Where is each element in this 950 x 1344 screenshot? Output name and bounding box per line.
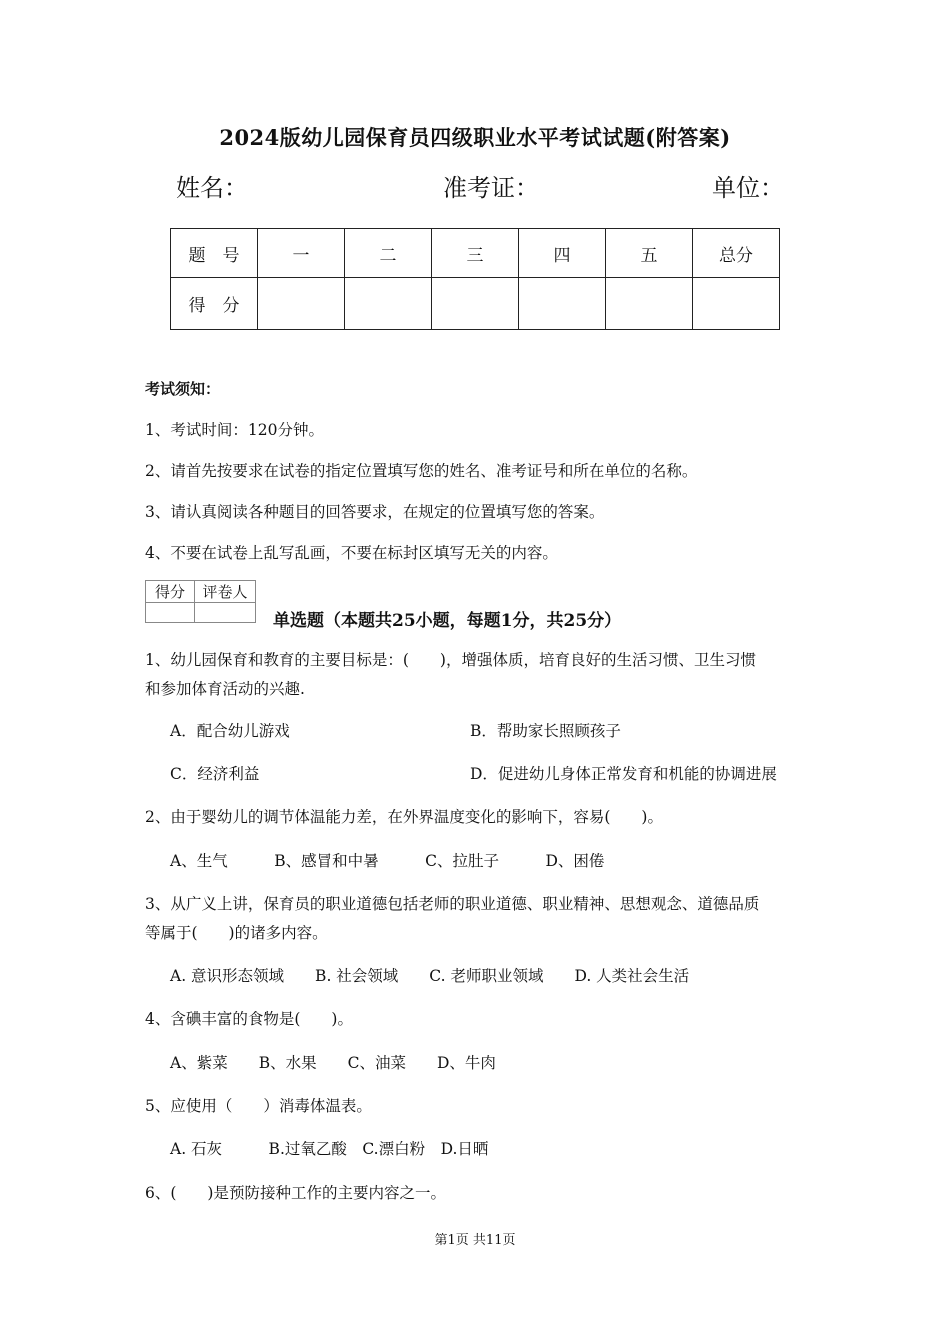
score-table-score-row [171, 278, 780, 330]
question-3-options: A. 意识形态领域 B. 社会领域 C. 老师职业领域 D. 人类社会生活 [170, 967, 690, 985]
question-2-options: A、生气 B、感冒和中暑 C、拉肚子 D、困倦 [170, 852, 605, 870]
score-header-cell: 三 [432, 229, 519, 278]
question-4-options: A、紫菜 B、水果 C、油菜 D、牛肉 [170, 1054, 496, 1072]
score-cell[interactable] [432, 278, 519, 330]
name-label: 姓名： [176, 174, 248, 202]
grader-score-label: 得分 [146, 581, 195, 603]
grader-score-cell[interactable] [146, 603, 195, 623]
grader-name-cell[interactable] [195, 603, 256, 623]
score-cell[interactable] [345, 278, 432, 330]
score-cell[interactable] [258, 278, 345, 330]
question-4-line1: 4、含碘丰富的食物是( )。 [145, 1010, 353, 1028]
question-5-line1: 5、应使用（ ）消毒体温表。 [145, 1097, 372, 1115]
question-5-options: A. 石灰 B.过氧乙酸 C.漂白粉 D.日晒 [170, 1140, 489, 1158]
score-cell[interactable] [693, 278, 780, 330]
section-title: 单选题（本题共25小题，每题1分，共25分） [273, 611, 622, 631]
score-header-cell: 题 号 [171, 229, 258, 278]
unit-label: 单位： [712, 174, 784, 202]
notice-item: 3、请认真阅读各种题目的回答要求，在规定的位置填写您的答案。 [145, 503, 605, 521]
score-header-cell: 一 [258, 229, 345, 278]
question-1-option-b: B．帮助家长照顾孩子 [470, 722, 621, 740]
grader-name-label: 评卷人 [195, 581, 256, 603]
page-footer: 第1页 共11页 [434, 1233, 516, 1248]
notice-item: 4、不要在试卷上乱写乱画，不要在标封区填写无关的内容。 [145, 544, 558, 562]
score-cell[interactable] [519, 278, 606, 330]
score-table-header-row [171, 229, 780, 278]
grader-table [145, 580, 256, 623]
page-title: 2024版幼儿园保育员四级职业水平考试试题(附答案) [219, 125, 731, 150]
score-header-cell: 四 [519, 229, 606, 278]
score-cell[interactable] [606, 278, 693, 330]
score-row-label: 得 分 [171, 278, 258, 330]
question-1-option-c: C．经济利益 [170, 765, 260, 783]
question-3-line1: 3、从广义上讲，保育员的职业道德包括老师的职业道德、职业精神、思想观念、道德品质 [145, 895, 760, 913]
score-header-cell: 总分 [693, 229, 780, 278]
question-6-line1: 6、( )是预防接种工作的主要内容之一。 [145, 1184, 446, 1202]
notice-item: 1、考试时间：120分钟。 [145, 421, 324, 439]
score-table [170, 228, 780, 330]
score-header-cell: 五 [606, 229, 693, 278]
exam-id-label: 准考证： [443, 174, 539, 202]
score-header-cell: 二 [345, 229, 432, 278]
question-2-line1: 2、由于婴幼儿的调节体温能力差，在外界温度变化的影响下，容易( )。 [145, 808, 663, 826]
question-1-line1: 1、幼儿园保育和教育的主要目标是：( )，增强体质，培育良好的生活习惯、卫生习惯 [145, 651, 756, 669]
question-1-line2: 和参加体育活动的兴趣. [145, 680, 305, 698]
question-1-option-d: D．促进幼儿身体正常发育和机能的协调进展 [470, 765, 777, 783]
question-1-option-a: A．配合幼儿游戏 [170, 722, 290, 740]
notice-heading: 考试须知： [145, 380, 221, 398]
question-3-line2: 等属于( )的诸多内容。 [145, 924, 328, 942]
notice-item: 2、请首先按要求在试卷的指定位置填写您的姓名、准考证号和所在单位的名称。 [145, 462, 698, 480]
